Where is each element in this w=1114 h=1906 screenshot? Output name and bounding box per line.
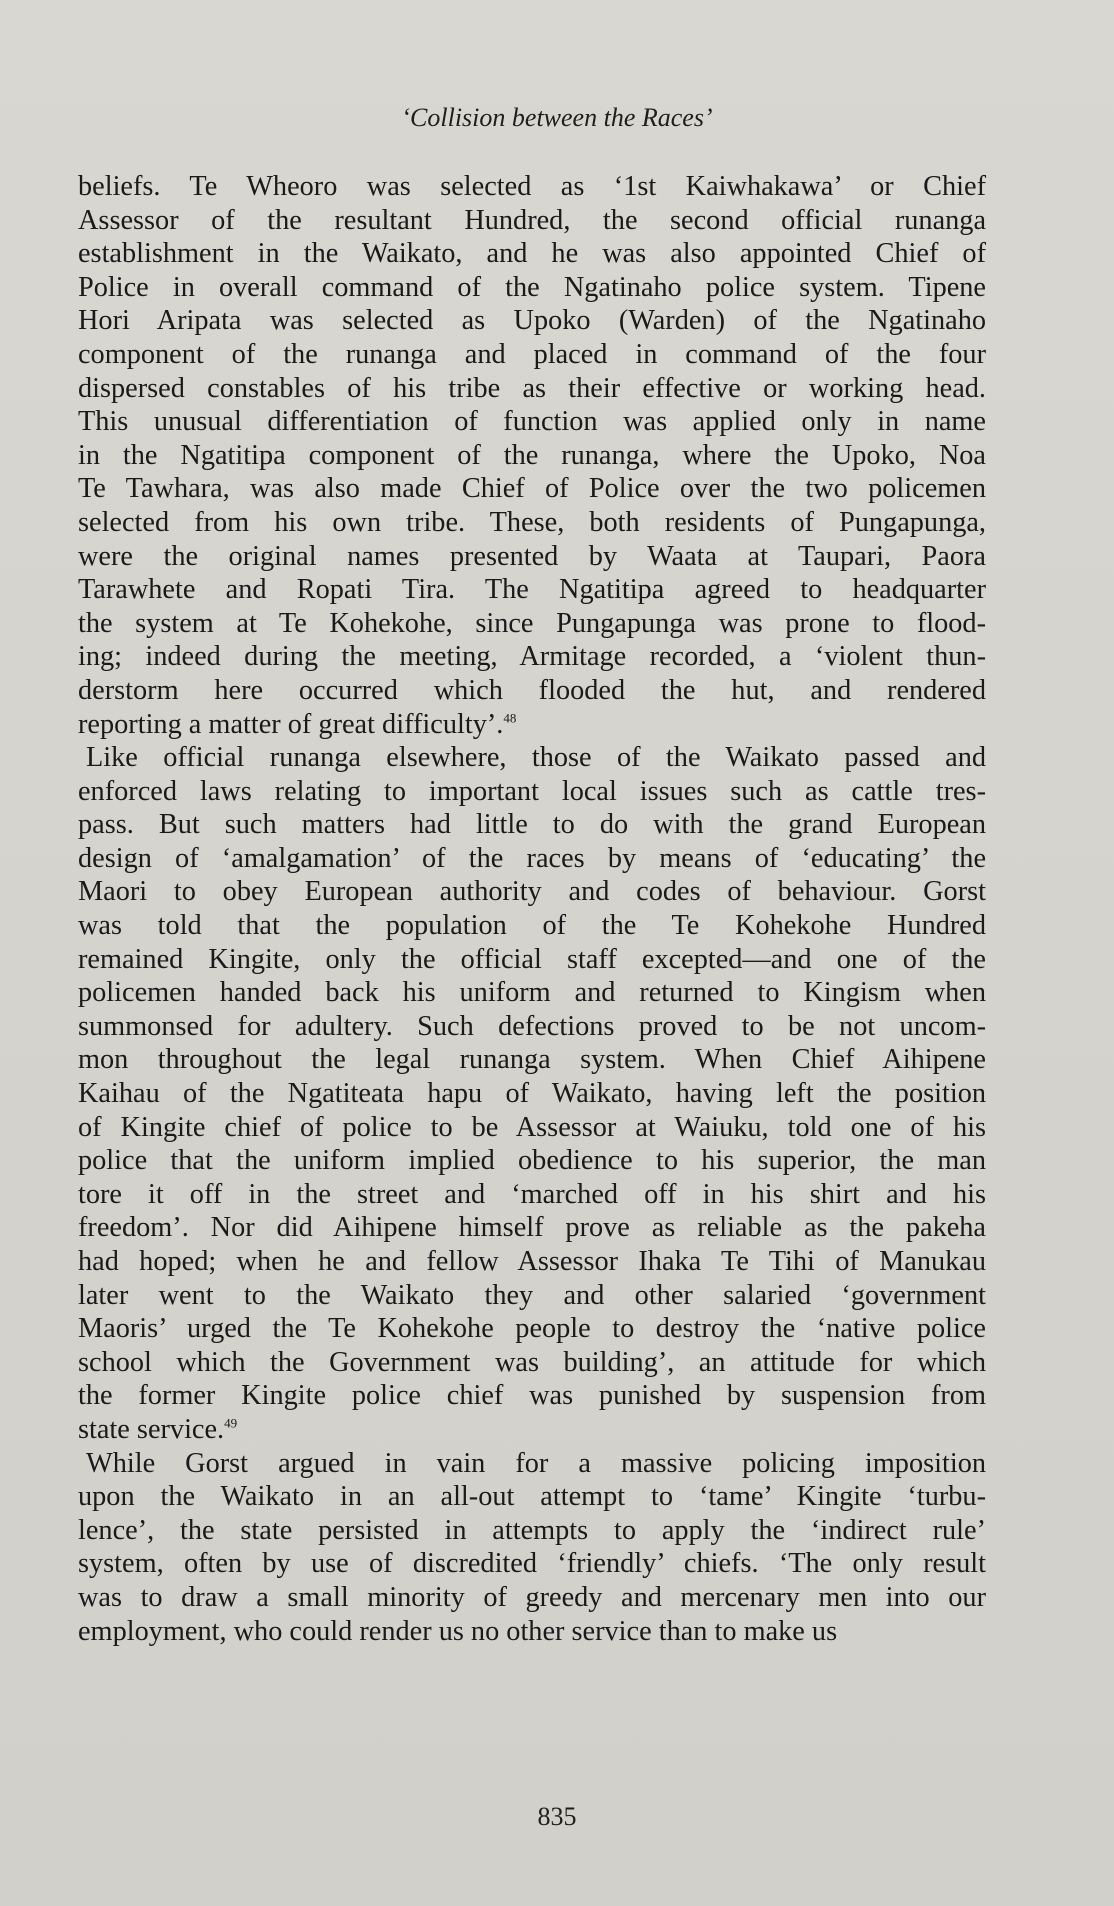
line-text: were the original names presented by Waata at Taupari, Paora	[78, 540, 986, 572]
line-text: Hori Aripata was selected as Upoko (Warden) of the Ngatinaho	[78, 305, 986, 337]
line-text: the former Kingite police chief was punished by suspension from	[78, 1380, 986, 1412]
line-text: had hoped; when he and fellow Assessor Ihaka Te Tihi of Manukau	[78, 1246, 986, 1277]
footnote-marker: 48	[503, 710, 517, 726]
line-text: pass. But such matters had little to do with the grand European	[78, 809, 986, 841]
line-text: Assessor of the resultant Hundred, the second official runanga	[78, 204, 986, 236]
text-line	[78, 472, 986, 506]
text-line	[78, 1043, 986, 1077]
text-line	[78, 1379, 986, 1413]
line-text: establishment in the Waikato, and he was also appointed Chief of	[78, 238, 986, 270]
text-line	[78, 1413, 986, 1447]
text-line	[78, 1010, 986, 1044]
text-line	[78, 640, 986, 674]
line-text: component of the runanga and placed in command of the four	[78, 338, 986, 370]
text-line	[78, 439, 986, 473]
line-text: upon the Waikato in an all-out attempt to ‘tame’ Kingite ‘turbu-	[78, 1481, 986, 1513]
text-line	[78, 1077, 986, 1111]
line-text: Tarawhete and Ropati Tira. The Ngatitipa agreed to headquarter	[78, 574, 986, 606]
text-line	[78, 1312, 986, 1346]
text-line	[78, 237, 986, 271]
text-line	[78, 573, 986, 607]
line-text: This unusual differentiation of function was applied only in name	[78, 406, 986, 438]
text-line	[78, 1178, 986, 1212]
line-text: design of ‘amalgamation’ of the races by means of ‘educating’ the	[78, 842, 986, 874]
line-text: remained Kingite, only the official staff excepted—and one of the	[78, 943, 986, 975]
text-line	[78, 674, 986, 708]
text-line	[78, 976, 986, 1010]
text-line	[78, 540, 986, 574]
text-line	[78, 875, 986, 909]
text-line	[78, 1111, 986, 1145]
line-text: police that the uniform implied obedience to his superior, the man	[78, 1145, 986, 1177]
line-text: Kaihau of the Ngatiteata hapu of Waikato, having left the position	[78, 1078, 986, 1110]
line-text: of Kingite chief of police to be Assessor at Waiuku, told one of his	[78, 1111, 986, 1143]
text-line	[78, 943, 986, 977]
line-text: enforced laws relating to important local issues such as cattle tres-	[78, 775, 986, 807]
text-line	[78, 1581, 986, 1615]
text-line	[78, 1245, 986, 1279]
text-line	[78, 1144, 986, 1178]
line-text: Maoris’ urged the Te Kohekohe people to destroy the ‘native police	[78, 1313, 986, 1345]
line-text: state service.	[78, 1413, 225, 1445]
line-text: selected from his own tribe. These, both residents of Pungapunga,	[78, 506, 986, 538]
text-line	[78, 271, 986, 305]
line-text: Maori to obey European authority and codes of behaviour. Gorst	[78, 876, 986, 908]
text-line	[78, 708, 986, 742]
line-text: Like official runanga elsewhere, those of the Waikato passed and	[86, 742, 986, 774]
line-text: was told that the population of the Te Kohekohe Hundred	[78, 910, 986, 942]
line-text: Police in overall command of the Ngatinaho police system. Tipene	[78, 271, 986, 303]
text-line	[78, 338, 986, 372]
line-text: in the Ngatitipa component of the runanga, where the Upoko, Noa	[78, 439, 986, 471]
line-text: freedom’. Nor did Aihipene himself prove as reliable as the pakeha	[78, 1212, 986, 1244]
text-line	[78, 808, 986, 842]
text-line	[78, 1211, 986, 1245]
line-text: system, often by use of discredited ‘friendly’ chiefs. ‘The only result	[78, 1548, 986, 1580]
line-text: later went to the Waikato they and other salaried ‘government	[78, 1279, 986, 1311]
text-line	[78, 1615, 986, 1649]
line-text: derstorm here occurred which flooded the hut, and rendered	[78, 674, 986, 706]
line-text: beliefs. Te Wheoro was selected as ‘1st Kaiwhakawa’ or Chief	[78, 171, 986, 202]
line-text: policemen handed back his uniform and returned to Kingism when	[78, 977, 986, 1009]
text-line	[78, 1447, 986, 1481]
text-line	[78, 1514, 986, 1548]
text-line	[78, 909, 986, 943]
line-text: summonsed for adultery. Such defections proved to be not uncom-	[78, 1010, 986, 1042]
running-head: ‘Collision between the Races’	[401, 103, 713, 132]
text-line	[78, 741, 986, 775]
line-text: ing; indeed during the meeting, Armitage recorded, a ‘violent thun-	[78, 641, 986, 673]
page-number: 835	[537, 1802, 577, 1831]
line-text: While Gorst argued in vain for a massive policing imposition	[86, 1447, 986, 1479]
text-line	[78, 405, 986, 439]
line-text: mon throughout the legal runanga system. When Chief Aihipene	[78, 1044, 986, 1076]
line-text: dispersed constables of his tribe as their effective or working head.	[78, 372, 986, 404]
line-text: the system at Te Kohekohe, since Pungapunga was prone to flood-	[78, 607, 986, 639]
text-line	[78, 506, 986, 540]
text-line	[78, 1279, 986, 1313]
text-line	[78, 842, 986, 876]
paragraph-2	[78, 741, 986, 1446]
text-line	[78, 304, 986, 338]
line-text: reporting a matter of great difficulty’.	[78, 708, 504, 740]
line-text: tore it off in the street and ‘marched off in his shirt and his	[78, 1178, 986, 1210]
text-line	[78, 372, 986, 406]
line-text: employment, who could render us no other service than to make us	[78, 1615, 838, 1647]
text-line	[78, 1480, 986, 1514]
text-line	[78, 204, 986, 238]
text-line	[78, 1547, 986, 1581]
text-line	[78, 1346, 986, 1380]
line-text: school which the Government was building’, an attitude for which	[78, 1346, 986, 1378]
text-line	[78, 607, 986, 641]
text-line	[78, 775, 986, 809]
body-text	[78, 170, 986, 1648]
line-text: Te Tawhara, was also made Chief of Police over the two policemen	[78, 473, 986, 505]
text-line	[78, 170, 986, 204]
paragraph-1	[78, 170, 986, 741]
line-text: was to draw a small minority of greedy and mercenary men into our	[78, 1581, 986, 1613]
paragraph-3	[78, 1447, 986, 1649]
footnote-marker: 49	[224, 1415, 238, 1431]
line-text: lence’, the state persisted in attempts to apply the ‘indirect rule’	[78, 1514, 986, 1546]
